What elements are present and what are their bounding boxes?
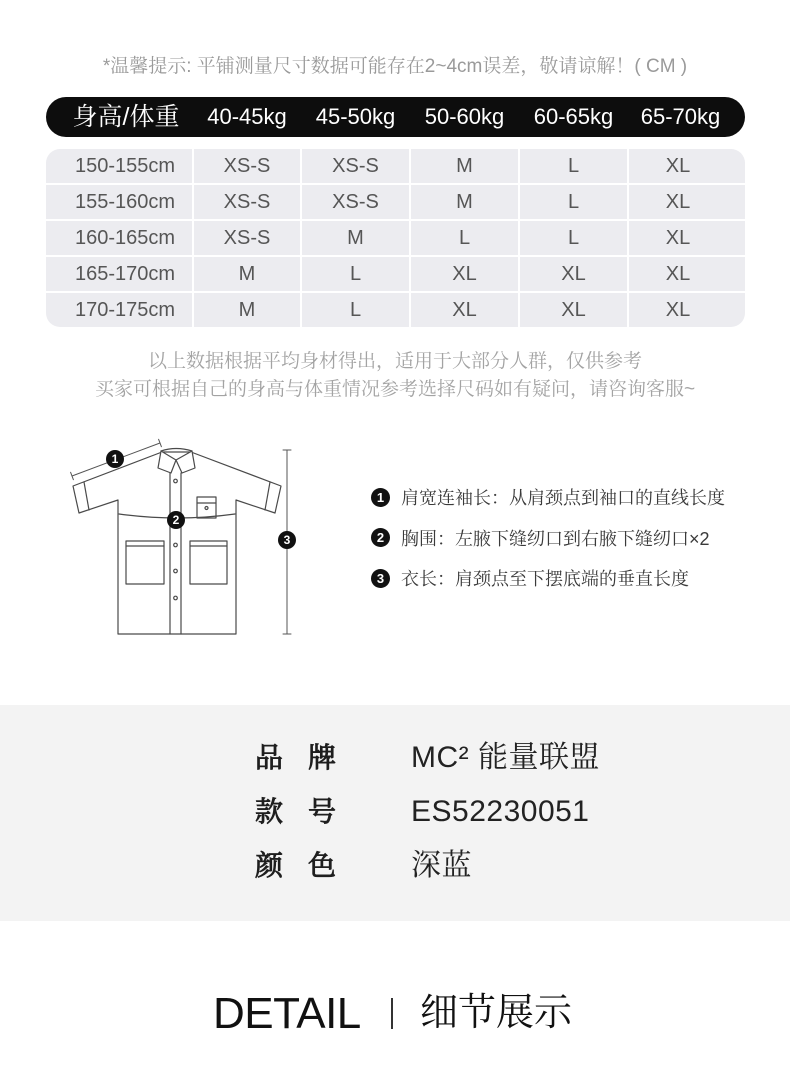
size-cell: XL [629, 293, 745, 327]
size-cell: XL [629, 257, 745, 291]
size-table-header [46, 97, 745, 137]
measurement-legend [371, 477, 725, 599]
size-cell: M [411, 149, 518, 183]
size-table-notes [0, 348, 790, 404]
size-cell: L [302, 293, 409, 327]
legend-text: 胸围：左腋下缝纫口到右腋下缝纫口×2 [401, 528, 710, 549]
size-cell: M [302, 221, 409, 255]
info-value: MC² 能量联盟 [411, 741, 600, 774]
button [174, 479, 178, 483]
size-cell: XS-S [194, 149, 300, 183]
size-cell: XS-S [302, 185, 409, 219]
legend-item [371, 477, 725, 518]
right-pocket [190, 541, 227, 584]
section-heading-english: DETAIL [213, 989, 361, 1038]
size-cell: XS-S [194, 185, 300, 219]
height-weight-corner-label: 身高/体重 [72, 103, 180, 131]
chest-pocket-button [205, 507, 208, 510]
left-pocket [126, 541, 164, 584]
marker-1 [106, 450, 124, 468]
coat-outline-icon [55, 430, 305, 645]
button [174, 543, 178, 547]
legend-item [371, 518, 725, 559]
size-cell: XL [629, 221, 745, 255]
info-label: 颜 色 [255, 850, 336, 881]
brand-row [255, 738, 600, 778]
size-cell: XL [629, 185, 745, 219]
section-heading-divider [391, 998, 393, 1029]
product-info [255, 738, 600, 886]
marker-number: 3 [283, 533, 291, 547]
size-cell: L [520, 185, 627, 219]
weight-column-header: 45-50kg [315, 104, 396, 129]
legend-number-badge: 1 [371, 488, 390, 507]
height-range-cell: 165-170cm [46, 257, 192, 291]
note-line: 以上数据根据平均身材得出，适用于大部分人群，仅供参考 [147, 351, 642, 372]
size-cell: L [520, 149, 627, 183]
button [174, 596, 178, 600]
legend-number-badge: 2 [371, 528, 390, 547]
size-cell: XL [629, 149, 745, 183]
weight-column-header: 60-65kg [533, 104, 614, 129]
collar-band [161, 449, 192, 452]
size-table-body [46, 149, 745, 327]
style-number-row [255, 792, 600, 832]
size-cell: XL [520, 293, 627, 327]
info-value: ES52230051 [411, 795, 590, 828]
height-range-cell: 160-165cm [46, 221, 192, 255]
size-cell: M [411, 185, 518, 219]
size-cell: L [520, 221, 627, 255]
size-cell: XL [520, 257, 627, 291]
marker-number: 2 [172, 513, 180, 527]
size-cell: XS-S [194, 221, 300, 255]
section-heading-chinese: 细节展示 [420, 992, 573, 1034]
size-cell: L [411, 221, 518, 255]
size-cell: M [194, 293, 300, 327]
marker-number: 1 [111, 452, 119, 466]
size-cell: M [194, 257, 300, 291]
height-range-cell: 150-155cm [46, 149, 192, 183]
weight-column-header: 65-70kg [640, 104, 721, 129]
measurement-notice: *温馨提示: 平铺测量尺寸数据可能存在2~4cm误差，敬请谅解！( CM ) [102, 56, 688, 77]
info-label: 款 号 [255, 796, 336, 827]
color-row [255, 846, 600, 886]
size-cell: XS-S [302, 149, 409, 183]
size-cell: XL [411, 293, 518, 327]
marker-2 [167, 511, 185, 529]
note-line: 买家可根据自己的身高与体重情况参考选择尺码如有疑问，请咨询客服~ [94, 379, 696, 400]
legend-text: 肩宽连袖长：从肩颈点到袖口的直线长度 [401, 488, 725, 509]
legend-number-badge: 3 [371, 569, 390, 588]
button [174, 569, 178, 573]
size-cell: XL [411, 257, 518, 291]
legend-item [371, 558, 725, 599]
info-value: 深蓝 [411, 849, 472, 882]
height-range-cell: 170-175cm [46, 293, 192, 327]
weight-column-header: 50-60kg [424, 104, 505, 129]
size-cell: L [302, 257, 409, 291]
info-label: 品 牌 [255, 742, 336, 773]
marker-3 [278, 531, 296, 549]
weight-column-header: 40-45kg [207, 104, 287, 129]
height-range-cell: 155-160cm [46, 185, 192, 219]
legend-text: 衣长：肩颈点至下摆底端的垂直长度 [401, 569, 689, 590]
